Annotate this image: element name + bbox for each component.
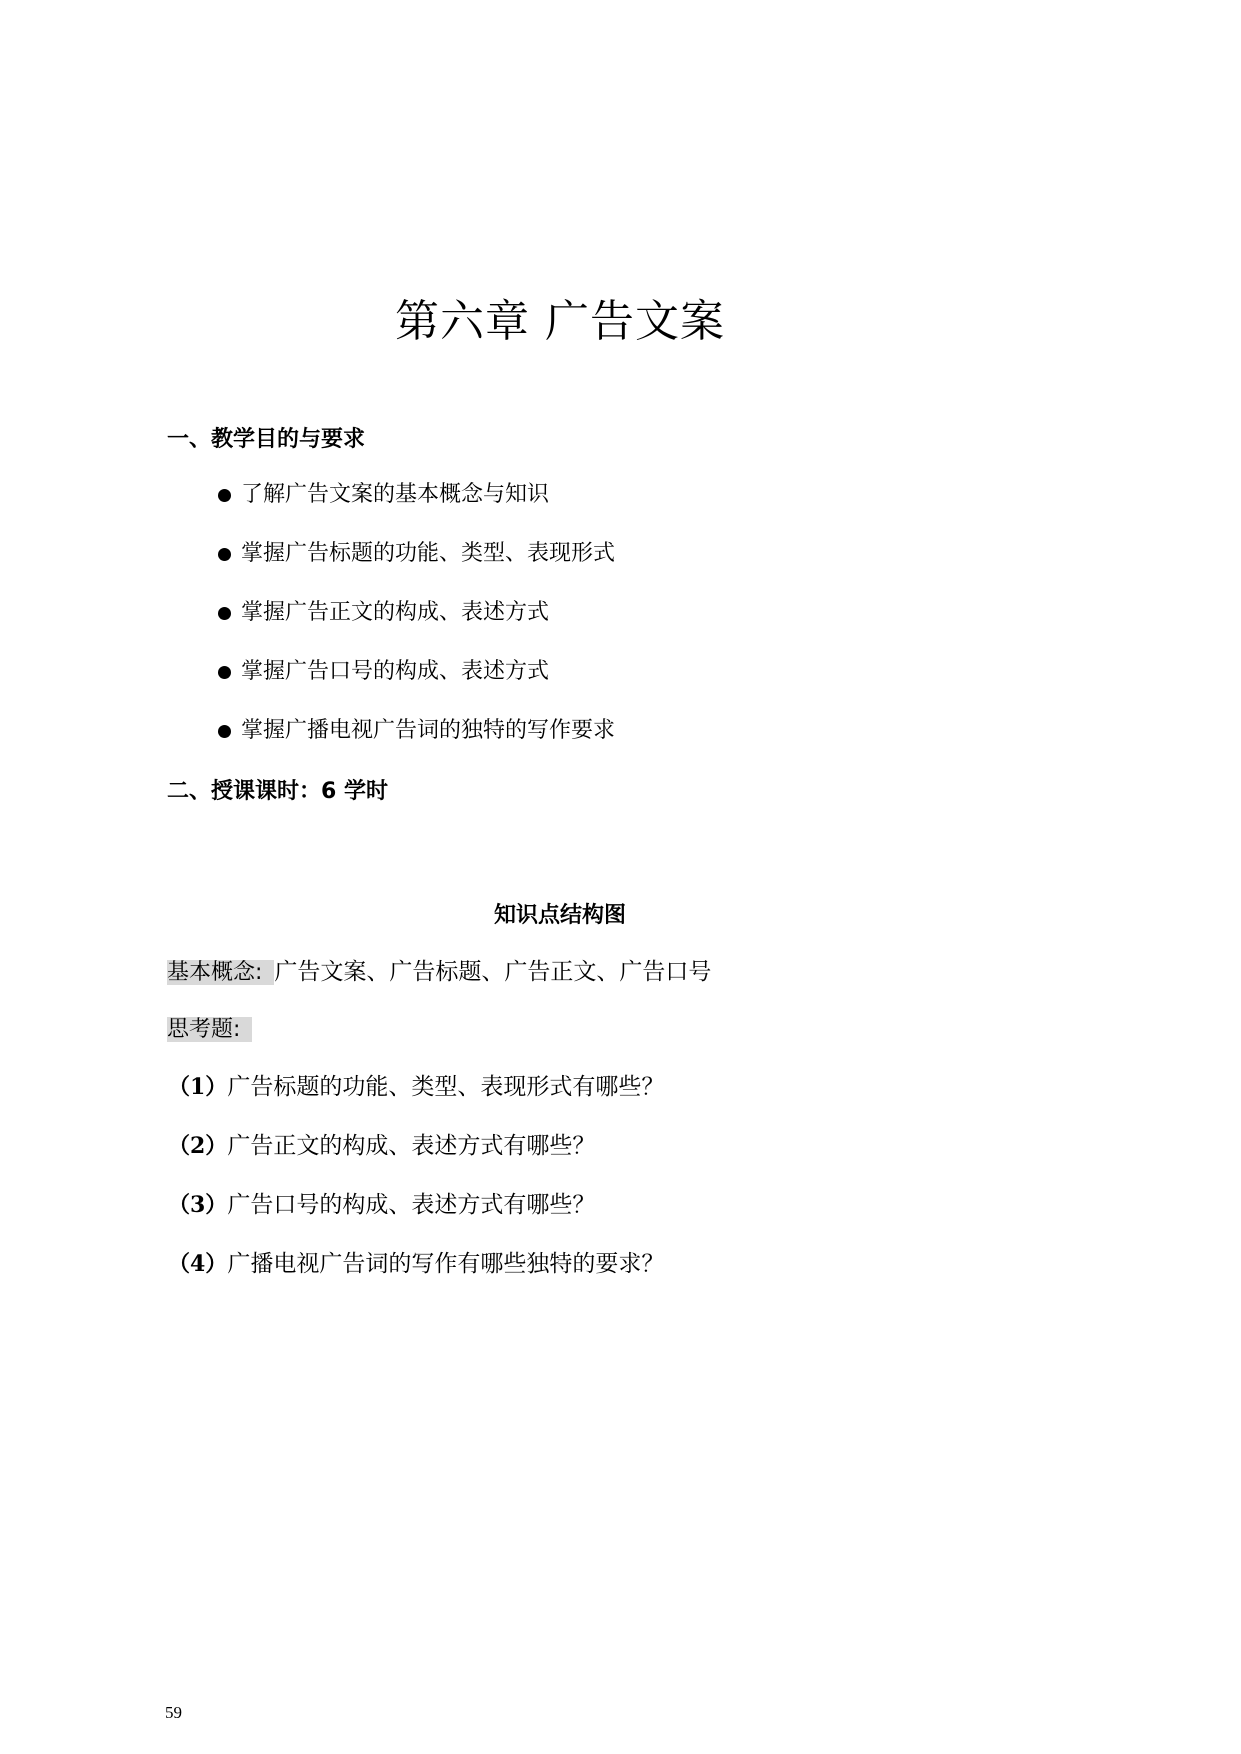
question-number: （3） (168, 1192, 228, 1218)
question-number: （1） (168, 1074, 228, 1100)
thinking-label: 思考题: (167, 1017, 252, 1042)
list-item (218, 539, 615, 598)
question-text: 广告口号的构成、表述方式有哪些？ (227, 1192, 596, 1218)
list-item-text: 掌握广告标题的功能、类型、表现形式 (241, 541, 616, 566)
bullet-icon (218, 548, 231, 561)
structure-title: 知识点结构图 (493, 903, 626, 928)
bullet-icon (218, 725, 231, 738)
chapter-title: 第六章 广告文案 (395, 296, 725, 347)
bullet-icon (218, 607, 231, 620)
concepts-value: 广告文案、广告标题、广告正文、广告口号 (274, 959, 712, 985)
bullet-icon (218, 489, 231, 502)
section-heading-objectives: 一、教学目的与要求 (167, 427, 366, 452)
page-number: 59 (165, 1703, 182, 1722)
list-item-text: 掌握广告口号的构成、表述方式 (241, 659, 550, 684)
concepts-label: 基本概念: (167, 960, 274, 985)
list-item (218, 598, 615, 657)
question-number: （2） (168, 1133, 228, 1159)
question-text: 广告正文的构成、表述方式有哪些？ (227, 1133, 596, 1159)
objectives-list (218, 480, 615, 775)
question-number: （4） (168, 1251, 228, 1277)
basic-concepts (167, 955, 711, 990)
list-item-text: 掌握广告正文的构成、表述方式 (241, 600, 550, 625)
section-heading-hours: 二、授课课时：6 学时 (167, 779, 388, 804)
question-text: 广告标题的功能、类型、表现形式有哪些？ (227, 1074, 665, 1100)
bullet-icon (218, 666, 231, 679)
list-item (218, 716, 615, 775)
list-item-text: 掌握广播电视广告词的独特的写作要求 (241, 718, 616, 743)
list-item (168, 1129, 664, 1188)
list-item (168, 1188, 664, 1247)
question-text: 广播电视广告词的写作有哪些独特的要求？ (227, 1251, 665, 1277)
questions-list (168, 1070, 664, 1306)
list-item (218, 480, 615, 539)
list-item (168, 1247, 664, 1306)
thinking-questions-heading (167, 1013, 252, 1048)
list-item (168, 1070, 664, 1129)
list-item-text: 了解广告文案的基本概念与知识 (241, 482, 550, 507)
list-item (218, 657, 615, 716)
